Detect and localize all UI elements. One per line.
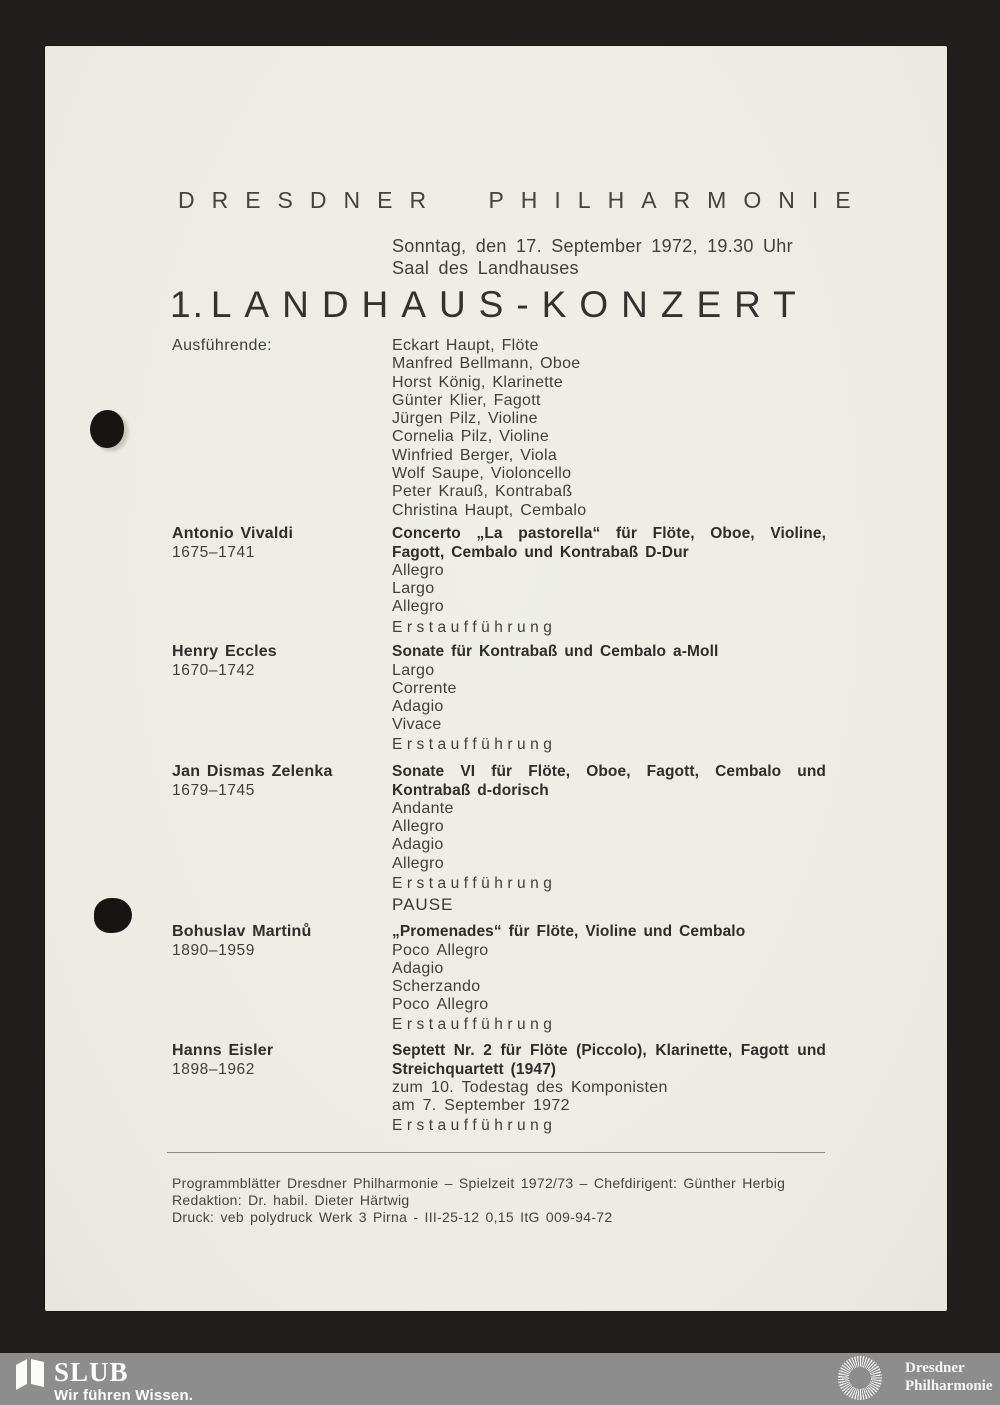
performer: Eckart Haupt, Flöte [392, 337, 539, 354]
premiere-note: Erstaufführung [392, 1016, 557, 1034]
event-info [392, 235, 793, 279]
movement-list [392, 942, 826, 1015]
concert-title [170, 284, 809, 326]
composer-dates: 1670–1742 [172, 662, 255, 679]
slub-tagline: Wir führen Wissen. [54, 1387, 194, 1404]
premiere-note: Erstaufführung [392, 1117, 557, 1135]
performers-section [172, 337, 832, 520]
slub-wordmark: SLUB [54, 1357, 129, 1387]
movement: Adagio [392, 836, 444, 854]
movement: Largo [392, 661, 435, 679]
movement: Adagio [392, 959, 444, 977]
composer-block [172, 763, 392, 893]
work-title: Sonate für Kontrabaß und Cembalo a-Moll [392, 643, 719, 660]
movement-list [392, 562, 826, 617]
premiere-note: Erstaufführung [392, 618, 557, 636]
composer-name: Bohuslav Martinů [172, 923, 312, 940]
partner-name-line2: Philharmonie [905, 1377, 993, 1394]
movement: Allegro [392, 854, 444, 872]
dedication-line: zum 10. Todestag des Komponisten [392, 1079, 668, 1096]
performer: Jürgen Pilz, Violine [392, 410, 538, 428]
partner-logo[interactable] [838, 1355, 993, 1401]
movement: Scherzando [392, 977, 481, 995]
movement: Largo [392, 580, 435, 598]
composer-name: Antonio Vivaldi [172, 525, 294, 542]
performer: Günter Klier, Fagott [392, 391, 541, 409]
movement: Andante [392, 800, 454, 817]
work-block [392, 923, 826, 1034]
composer-name: Henry Eccles [172, 643, 277, 660]
imprint-line: Programmblätter Dresdner Philharmonie – Spielzeit 1972/73 – Chefdirigent: Günther Herbig [172, 1175, 786, 1191]
program-item [172, 923, 832, 1034]
movement-list [392, 662, 826, 735]
movement: Allegro [392, 598, 444, 616]
work-block [392, 1042, 826, 1135]
work-title: Sonate VI für Flöte, Oboe, Fagott, Cembalo und Kontrabaß d-dorisch [392, 763, 826, 799]
performer: Cornelia Pilz, Violine [392, 428, 550, 446]
composer-block [172, 1042, 392, 1135]
punch-hole-bottom [94, 898, 132, 933]
composer-block [172, 643, 392, 754]
partner-name-line1: Dresdner [905, 1360, 965, 1376]
program-item [172, 763, 832, 893]
movement: Allegro [392, 562, 444, 579]
slub-logo[interactable] [15, 1356, 245, 1404]
composer-dates: 1898–1962 [172, 1061, 255, 1078]
performers-list [392, 337, 826, 520]
performer: Winfried Berger, Viola [392, 446, 558, 464]
dedication-line: am 7. September 1972 [392, 1097, 570, 1115]
movement: Allegro [392, 818, 444, 836]
movement-list [392, 800, 826, 873]
work-title: „Promenades“ für Flöte, Violine und Cembalo [392, 923, 746, 940]
composer-dates: 1675–1741 [172, 544, 255, 561]
performer: Manfred Bellmann, Oboe [392, 355, 581, 373]
concert-number: 1. [170, 284, 205, 325]
program-page [45, 46, 947, 1311]
event-datetime: Sonntag, den 17. September 1972, 19.30 Uhr [392, 236, 793, 256]
imprint [172, 1175, 872, 1227]
performer: Peter Krauß, Kontrabaß [392, 483, 573, 501]
event-venue: Saal des Landhauses [392, 258, 579, 278]
slub-book-icon [15, 1358, 45, 1390]
composer-block [172, 923, 392, 1034]
program-item [172, 525, 832, 637]
work-title: Septett Nr. 2 für Flöte (Piccolo), Klarinette, Fagott und Streichquartett (1947) [392, 1042, 826, 1078]
imprint-line: Druck: veb polydruck Werk 3 Pirna - III-25-12 0,15 ItG 009-94-72 [172, 1209, 613, 1226]
work-block [392, 643, 826, 754]
concert-title-text: LANDHAUS-KONZERT [210, 284, 809, 325]
divider-rule [167, 1152, 825, 1153]
performer: Wolf Saupe, Violoncello [392, 465, 572, 483]
philharmonie-starburst-icon [838, 1356, 882, 1400]
masthead: DRESDNER PHILHARMONIE [178, 187, 868, 213]
movement: Adagio [392, 697, 444, 715]
premiere-note: Erstaufführung [392, 874, 557, 892]
movement: Corrente [392, 679, 457, 697]
performer: Christina Haupt, Cembalo [392, 501, 587, 519]
work-block [392, 763, 826, 893]
movement: Vivace [392, 716, 442, 734]
program-item [172, 643, 832, 754]
composer-dates: 1679–1745 [172, 782, 255, 799]
premiere-note: Erstaufführung [392, 736, 557, 754]
work-title: Concerto „La pastorella“ für Flöte, Oboe, Violine, Fagott, Cembalo und Kontrabaß D-Dur [392, 525, 826, 561]
pause-label: PAUSE [392, 895, 454, 914]
work-block [392, 525, 826, 637]
composer-dates: 1890–1959 [172, 942, 255, 959]
performers-label: Ausführende: [172, 337, 272, 354]
movement: Poco Allegro [392, 996, 489, 1014]
composer-name: Jan Dismas Zelenka [172, 763, 333, 780]
movement: Poco Allegro [392, 941, 489, 959]
imprint-line: Redaktion: Dr. habil. Dieter Härtwig [172, 1192, 410, 1209]
program-item [172, 1042, 832, 1135]
partner-name [905, 1360, 993, 1395]
punch-hole-top [90, 410, 124, 448]
composer-block [172, 525, 392, 637]
composer-name: Hanns Eisler [172, 1042, 274, 1059]
performer: Horst König, Klarinette [392, 373, 563, 391]
dedication-list [392, 1079, 826, 1115]
